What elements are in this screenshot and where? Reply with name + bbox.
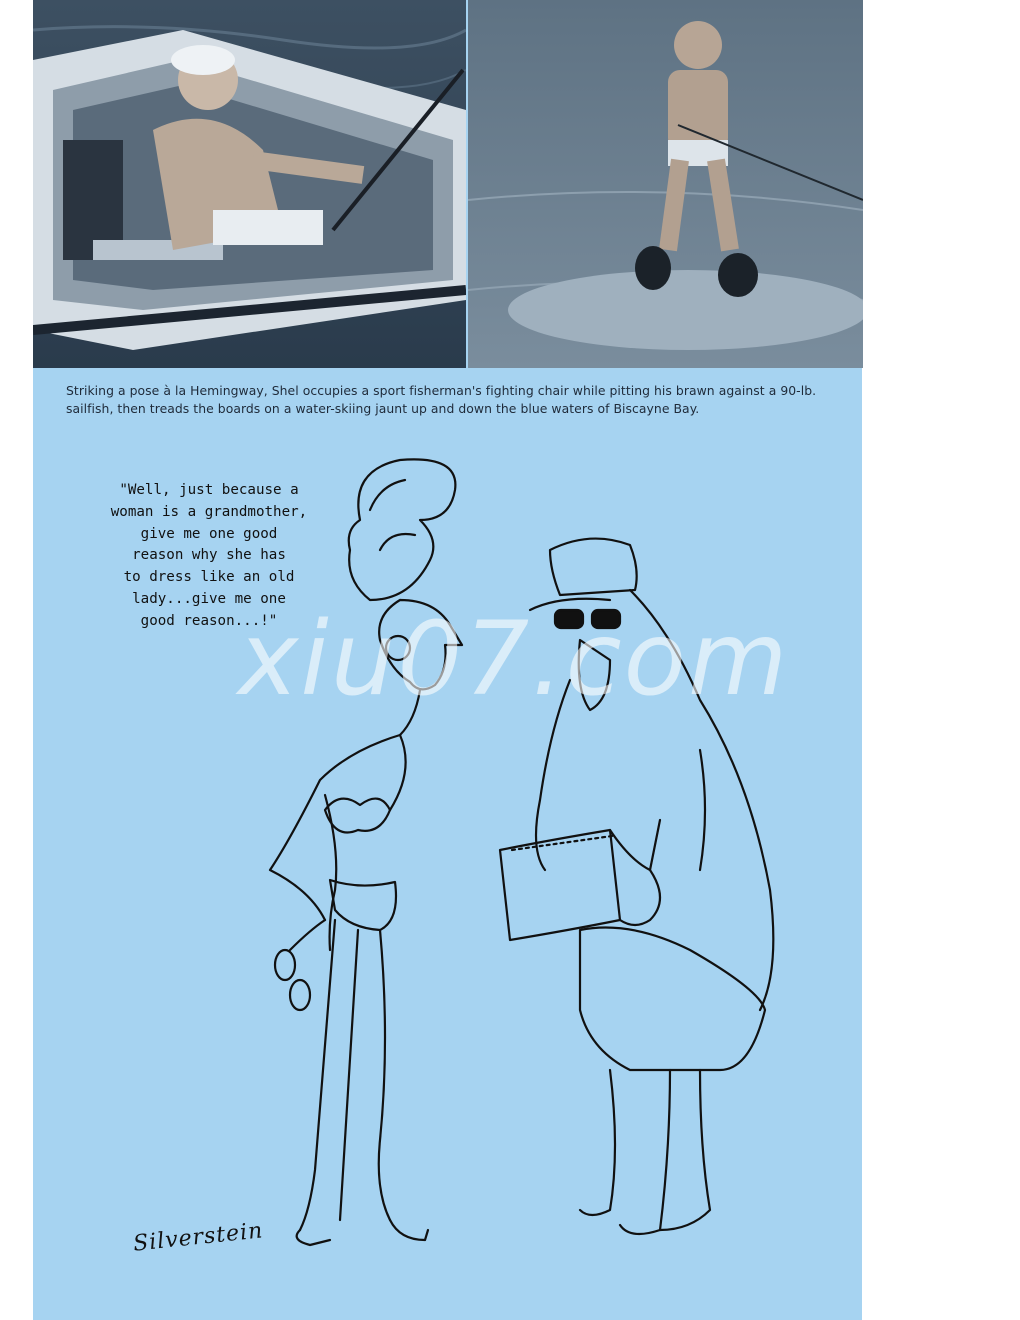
fishing-photo	[33, 0, 466, 368]
man-notepad	[500, 830, 620, 940]
cartoon-speech: "Well, just because a woman is a grandmother, give me one good reason why she has to dress like an old lady...give me one good reason...!"	[110, 482, 308, 629]
man-legs	[580, 1070, 615, 1215]
artist-signature: Silverstein	[132, 1218, 265, 1257]
watermark: xiu07.com	[238, 600, 790, 719]
man-cap	[550, 539, 637, 595]
water-ski-photo	[468, 0, 863, 368]
cartoon-illustration	[230, 450, 810, 1250]
woman-legs	[300, 920, 335, 1230]
photo-caption: Striking a pose à la Hemingway, Shel occupies a sport fisherman's fighting chair while pitting his brawn against a 90-lb. sailfish, then treads the boards on a water-skiing jaunt up and down the blue waters of Biscayne Bay.	[66, 383, 817, 416]
